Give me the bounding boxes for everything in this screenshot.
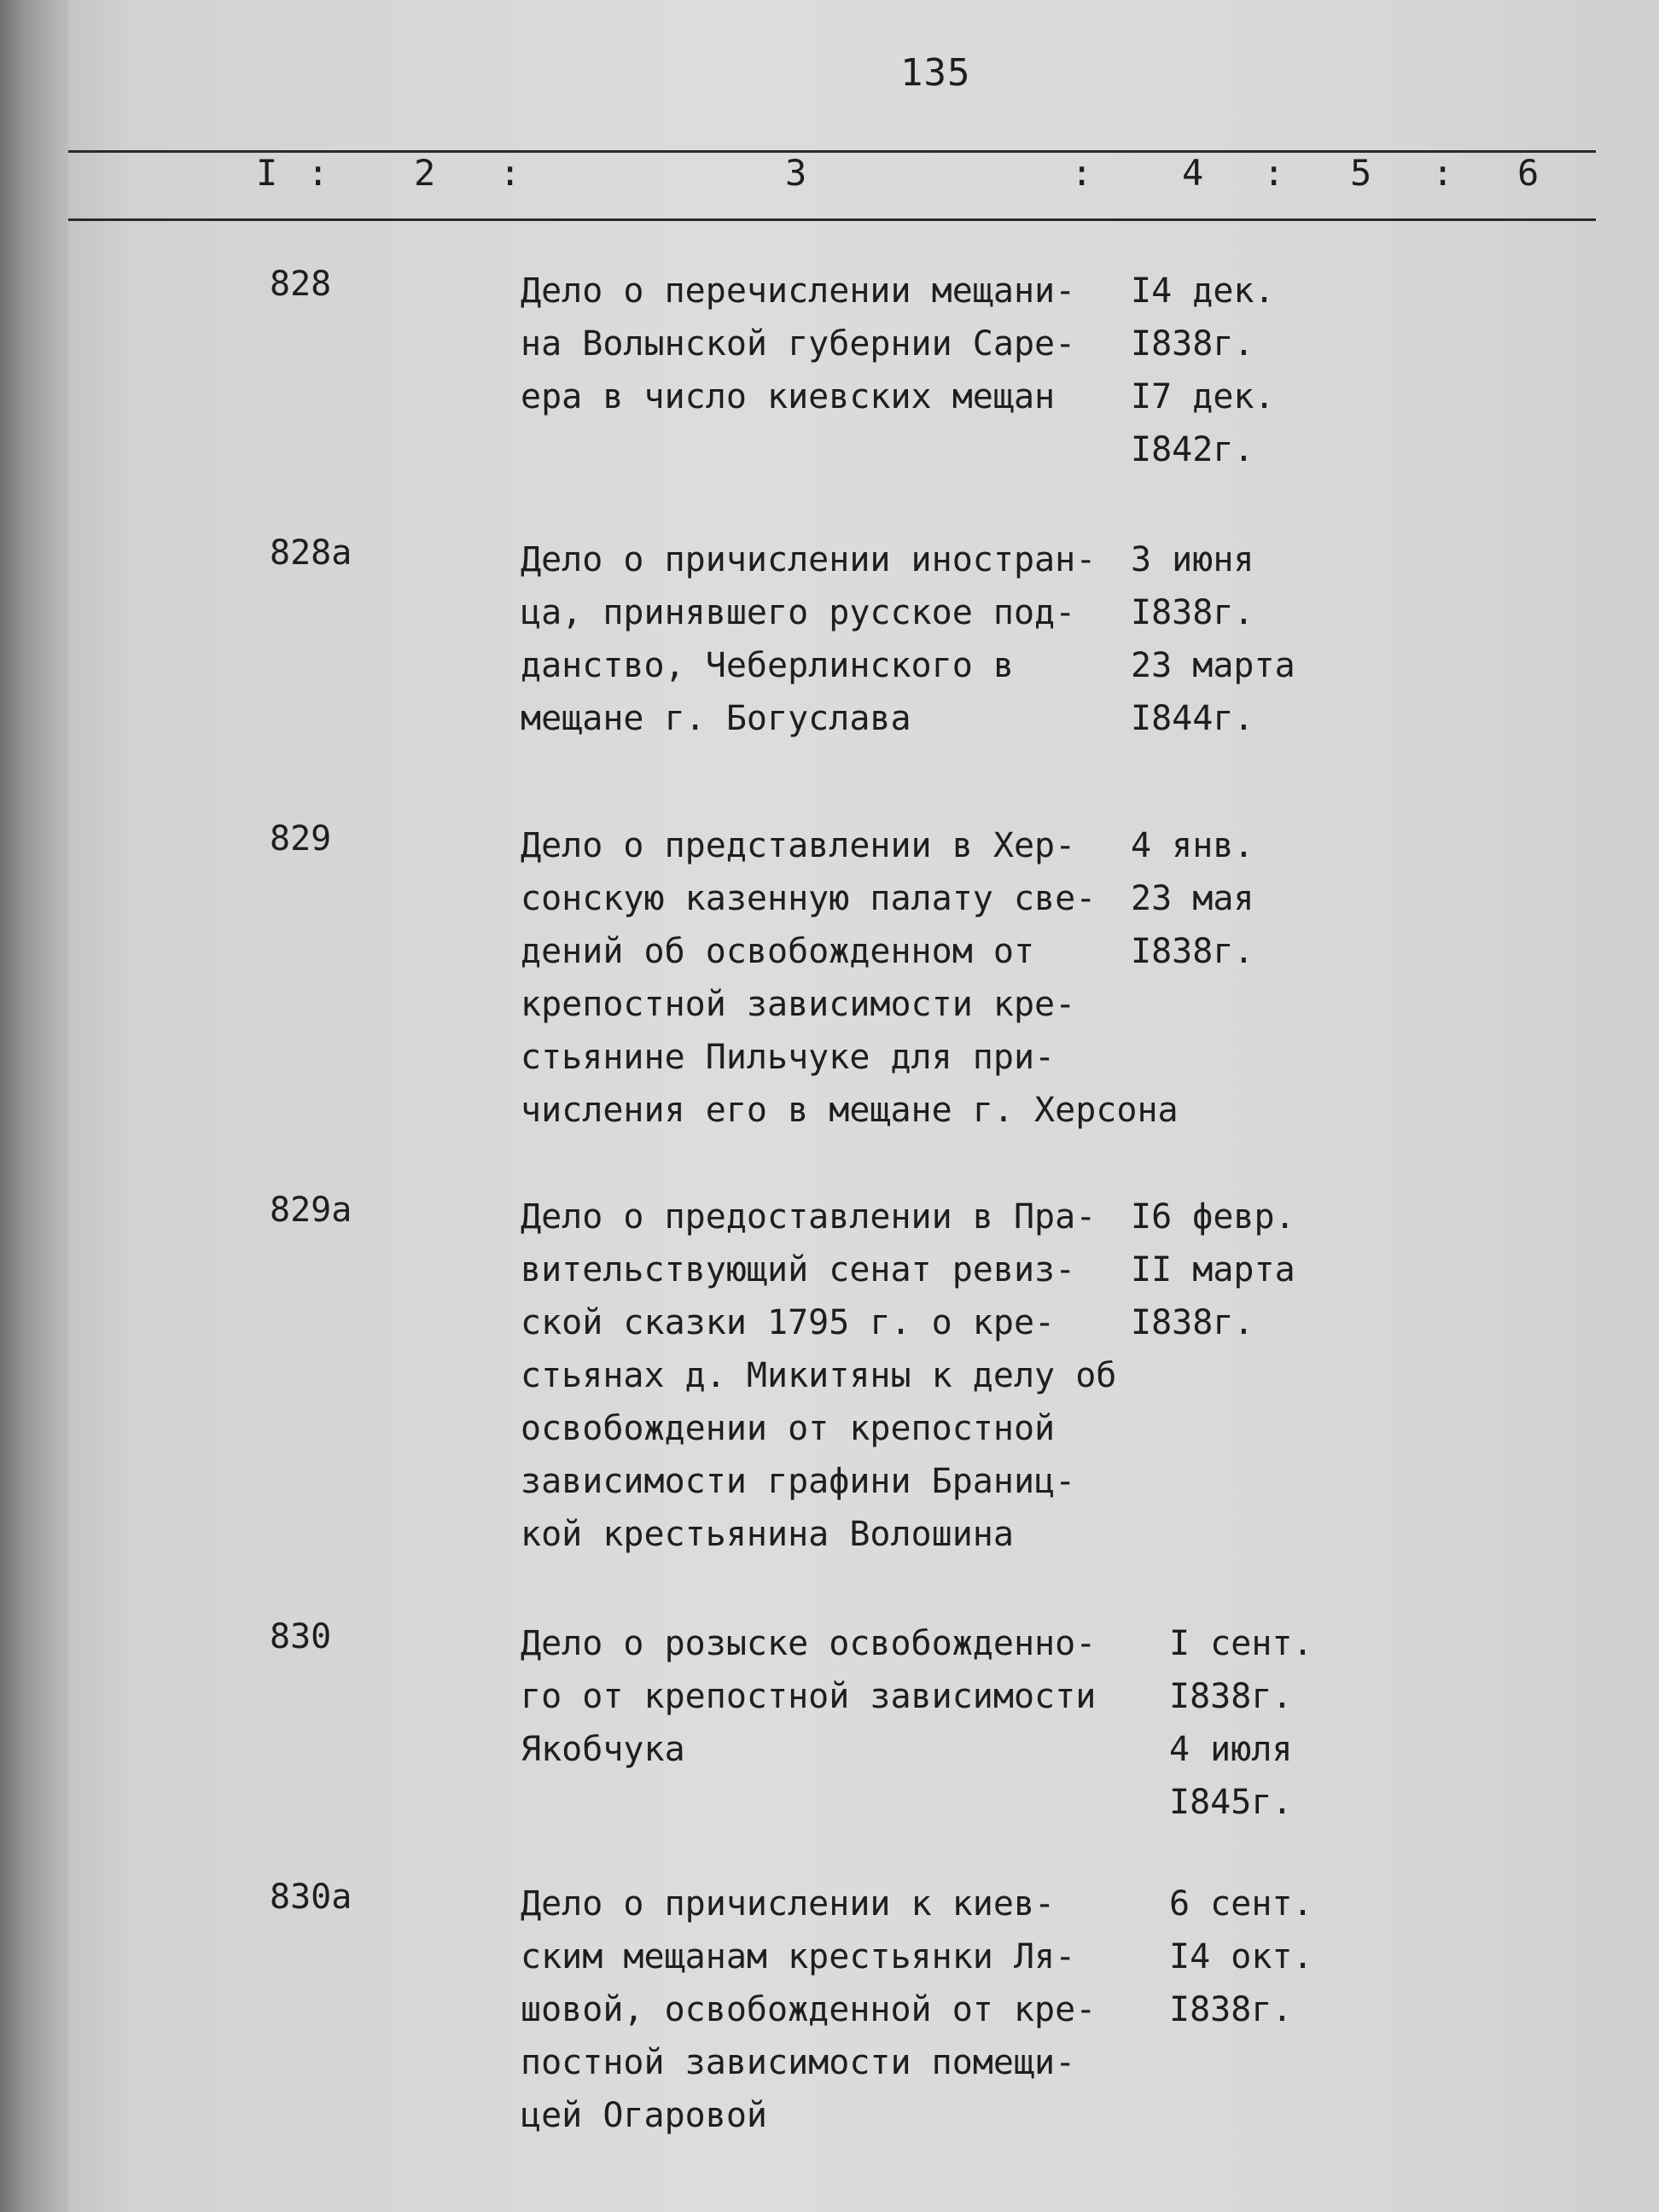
- date-line: I838г.: [1169, 1677, 1293, 1716]
- description-line: го от крепостной зависимости: [521, 1677, 1097, 1716]
- entry-description: [521, 1617, 1195, 1776]
- column-header-2: 2: [414, 152, 436, 194]
- date-line: I844г.: [1131, 699, 1254, 738]
- date-line: I838г.: [1169, 1990, 1293, 2029]
- description-line: кой крестьянина Волошина: [521, 1515, 1014, 1554]
- date-line: II марта: [1131, 1250, 1295, 1289]
- document-page: [68, 0, 1659, 2212]
- description-line: крепостной зависимости кре-: [521, 985, 1076, 1024]
- column-separator: :: [499, 152, 521, 194]
- entry-dates: [1169, 1877, 1425, 2036]
- description-line: ца, принявшего русское под-: [521, 593, 1076, 632]
- description-line: Дело о причислении иностран-: [521, 540, 1097, 579]
- entry-description: [521, 819, 1195, 1137]
- description-line: мещане г. Богуслава: [521, 699, 911, 738]
- description-line: зависимости графини Браниц-: [521, 1462, 1076, 1501]
- date-line: 4 июля: [1169, 1730, 1293, 1769]
- date-line: 23 марта: [1131, 646, 1295, 685]
- date-line: I838г.: [1131, 593, 1254, 632]
- page-number: 135: [900, 51, 971, 95]
- description-line: цей Огаровой: [521, 2096, 767, 2135]
- description-line: ской сказки 1795 г. о кре-: [521, 1303, 1056, 1342]
- description-line: дений об освобожденном от: [521, 932, 1035, 971]
- entry-dates: [1169, 1617, 1425, 1829]
- description-line: постной зависимости помещи-: [521, 2043, 1076, 2082]
- entry-description: [521, 265, 1195, 423]
- entry-description: [521, 1190, 1195, 1561]
- column-separator: :: [1071, 152, 1093, 194]
- description-line: ским мещанам крестьянки Ля-: [521, 1937, 1076, 1976]
- date-line: I838г.: [1131, 932, 1254, 971]
- description-line: сонскую казенную палату све-: [521, 879, 1097, 918]
- entry-number: 830а: [270, 1877, 352, 1917]
- date-line: 6 сент.: [1169, 1884, 1313, 1924]
- date-line: I845г.: [1169, 1783, 1293, 1822]
- description-line: Дело о причислении к киев-: [521, 1884, 1056, 1924]
- description-line: на Волынской губернии Саре-: [521, 324, 1076, 364]
- date-line: I838г.: [1131, 324, 1254, 364]
- date-line: 23 мая: [1131, 879, 1254, 918]
- column-header-4: 4: [1182, 152, 1204, 194]
- entry-number: 829: [270, 819, 332, 859]
- entry-dates: [1131, 819, 1387, 978]
- book-spine-shadow: [0, 0, 68, 2212]
- date-line: I6 февр.: [1131, 1197, 1295, 1237]
- entry-dates: [1131, 533, 1387, 745]
- entry-number: 829а: [270, 1190, 352, 1230]
- description-line: Дело о представлении в Хер-: [521, 826, 1076, 865]
- date-line: 3 июня: [1131, 540, 1254, 579]
- date-line: I7 дек.: [1131, 377, 1275, 416]
- column-separator: :: [307, 152, 329, 194]
- column-header-5: 5: [1350, 152, 1372, 194]
- date-line: I сент.: [1169, 1624, 1313, 1663]
- date-line: I4 окт.: [1169, 1937, 1313, 1976]
- column-header-3: 3: [785, 152, 807, 194]
- description-line: освобождении от крепостной: [521, 1409, 1056, 1448]
- description-line: Дело о предоставлении в Пра-: [521, 1197, 1097, 1237]
- description-line: стьянине Пильчуке для при-: [521, 1038, 1056, 1077]
- entry-description: [521, 533, 1195, 745]
- entry-number: 828: [270, 265, 332, 304]
- column-separator: :: [1263, 152, 1285, 194]
- column-header-6: 6: [1517, 152, 1540, 194]
- date-line: I838г.: [1131, 1303, 1254, 1342]
- description-line: ера в число киевских мещан: [521, 377, 1056, 416]
- header-bottom-rule: [68, 218, 1596, 221]
- description-line: данство, Чеберлинского в: [521, 646, 1014, 685]
- entry-dates: [1131, 265, 1387, 476]
- description-line: вительствующий сенат ревиз-: [521, 1250, 1076, 1289]
- description-line: стьянах д. Микитяны к делу об: [521, 1356, 1117, 1395]
- entry-dates: [1131, 1190, 1387, 1349]
- description-line: Дело о розыске освобожденно-: [521, 1624, 1097, 1663]
- column-header-row: [68, 148, 1596, 217]
- date-line: 4 янв.: [1131, 826, 1254, 865]
- date-line: I842г.: [1131, 430, 1254, 469]
- entry-description: [521, 1877, 1195, 2142]
- description-line: Якобчука: [521, 1730, 685, 1769]
- entry-number: 828а: [270, 533, 352, 573]
- column-separator: :: [1432, 152, 1454, 194]
- column-header-1: I: [256, 152, 278, 194]
- entry-number: 830: [270, 1617, 332, 1656]
- date-line: I4 дек.: [1131, 271, 1275, 311]
- description-line: числения его в мещане г. Херсона: [521, 1091, 1179, 1130]
- description-line: Дело о перечислении мещани-: [521, 271, 1076, 311]
- description-line: шовой, освобожденной от кре-: [521, 1990, 1097, 2029]
